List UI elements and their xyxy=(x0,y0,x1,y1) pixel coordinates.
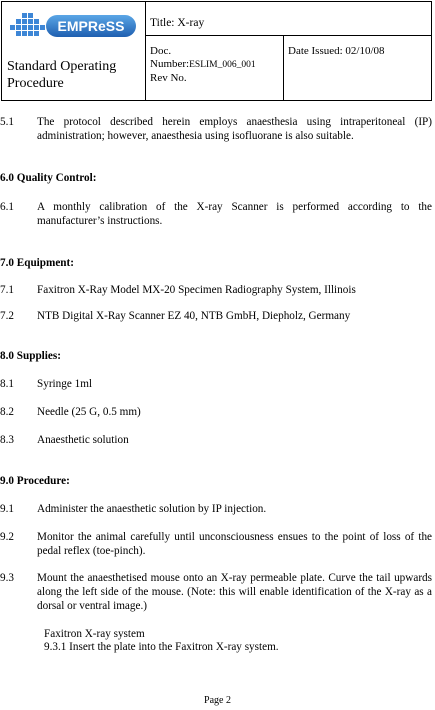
document-title: Title: X-ray xyxy=(150,17,205,29)
document-header xyxy=(1,1,432,101)
paragraph-6-1: 6.1 A monthly calibration of the X-ray Scanner is performed according to the manufacturer’s instructions. xyxy=(0,201,432,227)
paragraph-7-2: 7.2 NTB Digital X-Ray Scanner EZ 40, NTB GmbH, Diepholz, Germany xyxy=(0,310,351,322)
paragraph-8-1: 8.1 Syringe 1ml xyxy=(0,378,93,390)
faxitron-subheading: Faxitron X-ray system xyxy=(44,628,145,640)
rev-label: Rev No. xyxy=(150,72,187,84)
paragraph-5-1: 5.1 The protocol described herein employs anaesthesia using intraperitoneal (IP) administration; however, anaesthesia using isofluorane is also suitable. xyxy=(0,116,432,142)
section-heading-procedure: 9.0 Procedure: xyxy=(0,475,70,487)
paragraph-7-1: 7.1 Faxitron X-Ray Model MX-20 Specimen Radiography System, Illinois xyxy=(0,284,356,296)
sop-label: Standard Operating Procedure xyxy=(7,59,117,91)
paragraph-8-3: 8.3 Anaesthetic solution xyxy=(0,434,129,446)
date-issued: Date Issued: 02/10/08 xyxy=(288,45,385,57)
paragraph-9-3: 9.3 Mount the anaesthetised mouse onto an X-ray permeable plate. Curve the tail upwards along the left side of the mouse. (Note: this will enable identification of the X-ray as a dorsal or ventral image.) xyxy=(0,572,432,612)
doc-number-cell xyxy=(146,36,284,100)
section-heading-equipment: 7.0 Equipment: xyxy=(0,257,74,269)
paragraph-9-1: 9.1 Administer the anaesthetic solution by IP injection. xyxy=(0,503,267,515)
paragraph-8-2: 8.2 Needle (25 G, 0.5 mm) xyxy=(0,406,141,418)
title-cell xyxy=(146,2,431,36)
date-cell xyxy=(284,36,431,100)
logo-cell xyxy=(2,2,146,100)
number-value: ESLIM_006_001 xyxy=(189,60,256,70)
empress-logo xyxy=(8,11,138,41)
doc-label: Doc. xyxy=(150,45,172,57)
section-heading-supplies: 8.0 Supplies: xyxy=(0,350,61,362)
section-heading-quality: 6.0 Quality Control: xyxy=(0,172,97,184)
logo-text: EMPReSS xyxy=(57,18,125,34)
paragraph-9-2: 9.2 Monitor the animal carefully until unconsciousness ensues to the point of loss of the pedal reflex (toe-pinch). xyxy=(0,531,432,557)
number-label: Number: xyxy=(150,58,190,70)
step-9-3-1: 9.3.1 Insert the plate into the Faxitron X-ray system. xyxy=(44,641,279,653)
page-number: Page 2 xyxy=(204,695,231,706)
